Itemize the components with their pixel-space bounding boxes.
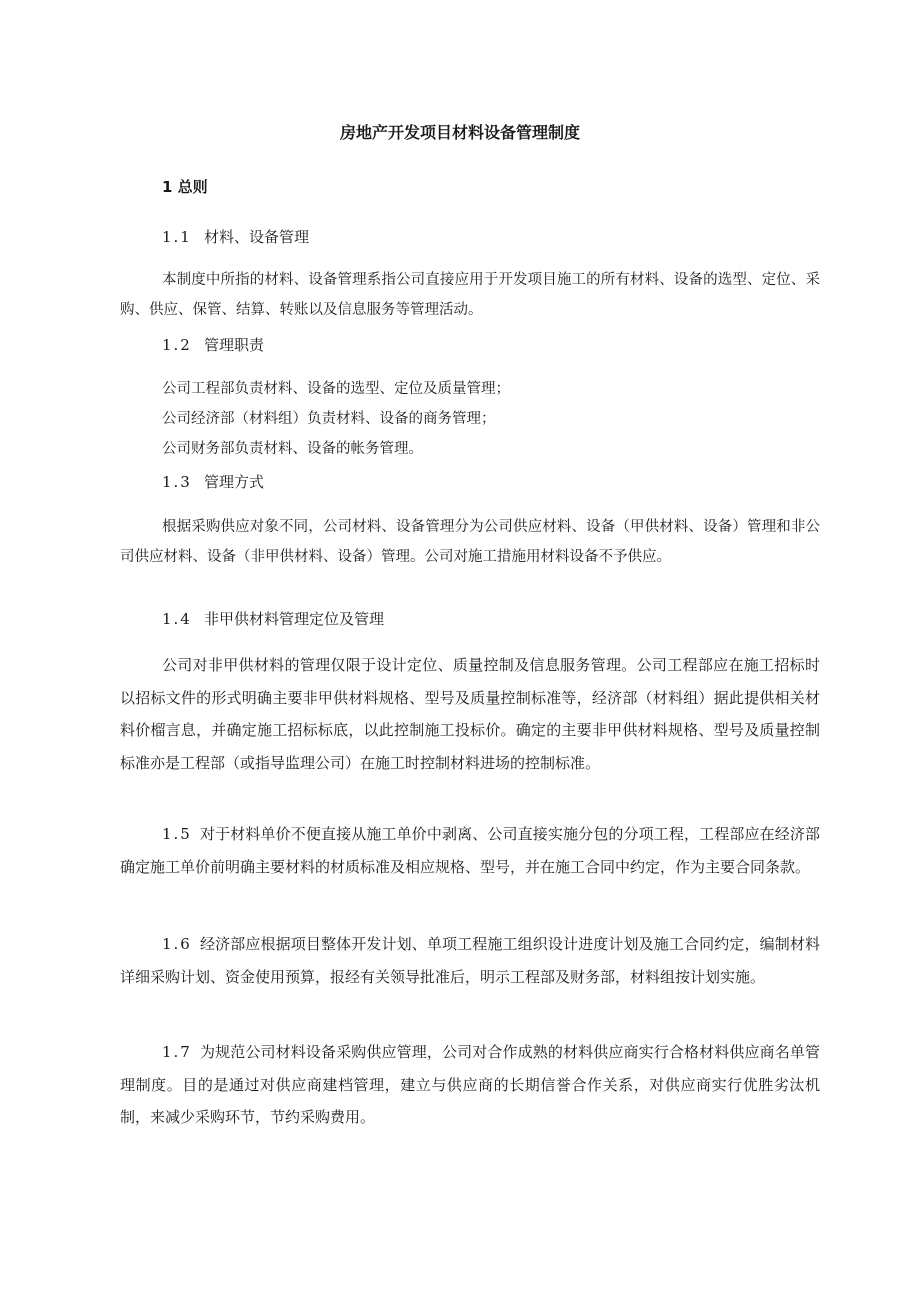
subsection-title: 非甲供材料管理定位及管理 — [204, 610, 385, 628]
paragraph-number: 1.7 — [162, 1043, 192, 1061]
paragraph-1-3: 根据采购供应对象不同，公司材料、设备管理分为公司供应材料、设备（甲供材料、设备）管理和非公司供应材料、设备（非甲供材料、设备）管理。公司对施工措施用材料设备不予供应。 — [120, 519, 820, 565]
subsection-title: 材料、设备管理 — [204, 228, 310, 246]
paragraph-1-4: 公司对非甲供材料的管理仅限于设计定位、质量控制及信息服务管理。公司工程部应在施工招标时以招标文件的形式明确主要非甲供材料规格、型号及质量控制标准等，经济部（材料组）据此提供相关材料价榴言息，并确定施工招标标底，以此控制施工投标价。确定的主要非甲供材料规格、型号及质量控制标准亦是工程部（或指导监理公司）在施工时控制材料进场的控制标准。 — [120, 656, 820, 772]
subsection-number: 1.1 — [162, 228, 192, 246]
subsection-number: 1.2 — [162, 336, 192, 354]
paragraph-1-7 — [120, 1036, 820, 1134]
subsection-title: 管理职责 — [204, 336, 265, 354]
subsection-title: 管理方式 — [204, 473, 265, 491]
paragraph-1-5 — [120, 818, 820, 883]
paragraph-number: 1.6 — [162, 935, 192, 953]
paragraph-text: 对于材料单价不便直接从施工单价中剥离、公司直接实施分包的分项工程，工程部应在经济部确定施工单价前明确主要材料的材质标准及相应规格、型号，并在施工合同中约定，作为主要合同条款。 — [120, 825, 820, 876]
subsection-heading-1-2 — [162, 334, 264, 356]
subsection-number: 1.3 — [162, 473, 192, 491]
subsection-number: 1.4 — [162, 610, 192, 628]
duty-line-engineering: 公司工程部负责材料、设备的选型、定位及质量管理； — [162, 381, 510, 397]
document-title: 房地产开发项目材料设备管理制度 — [339, 123, 580, 142]
subsection-heading-1-4 — [162, 608, 384, 630]
subsection-heading-1-1 — [162, 226, 309, 248]
paragraph-number: 1.5 — [162, 825, 192, 843]
duty-line-economic: 公司经济部（材料组）负责材料、设备的商务管理； — [162, 411, 496, 427]
paragraph-1-6 — [120, 928, 820, 993]
duty-line-finance: 公司财务部负责材料、设备的帐务管理。 — [162, 441, 423, 457]
paragraph-text: 经济部应根据项目整体开发计划、单项工程施工组织设计进度计划及施工合同约定，编制材料详细采购计划、资金使用预算，报经有关领导批准后，明示工程部及财务部，材料组按计划实施。 — [120, 935, 820, 986]
section-heading-general: 1 总则 — [162, 178, 208, 196]
paragraph-1-1: 本制度中所指的材料、设备管理系指公司直接应用于开发项目施工的所有材料、设备的选型、定位、采购、供应、保管、结算、转账以及信息服务等管理活动。 — [120, 272, 820, 318]
paragraph-text: 为规范公司材料设备采购供应管理，公司对合作成熟的材料供应商实行合格材料供应商名单管理制度。目的是通过对供应商建档管理，建立与供应商的长期信誉合作关系，对供应商实行优胜劣汰机制，来减少采购环节，节约采购费用。 — [120, 1043, 820, 1126]
subsection-heading-1-3 — [162, 471, 264, 493]
